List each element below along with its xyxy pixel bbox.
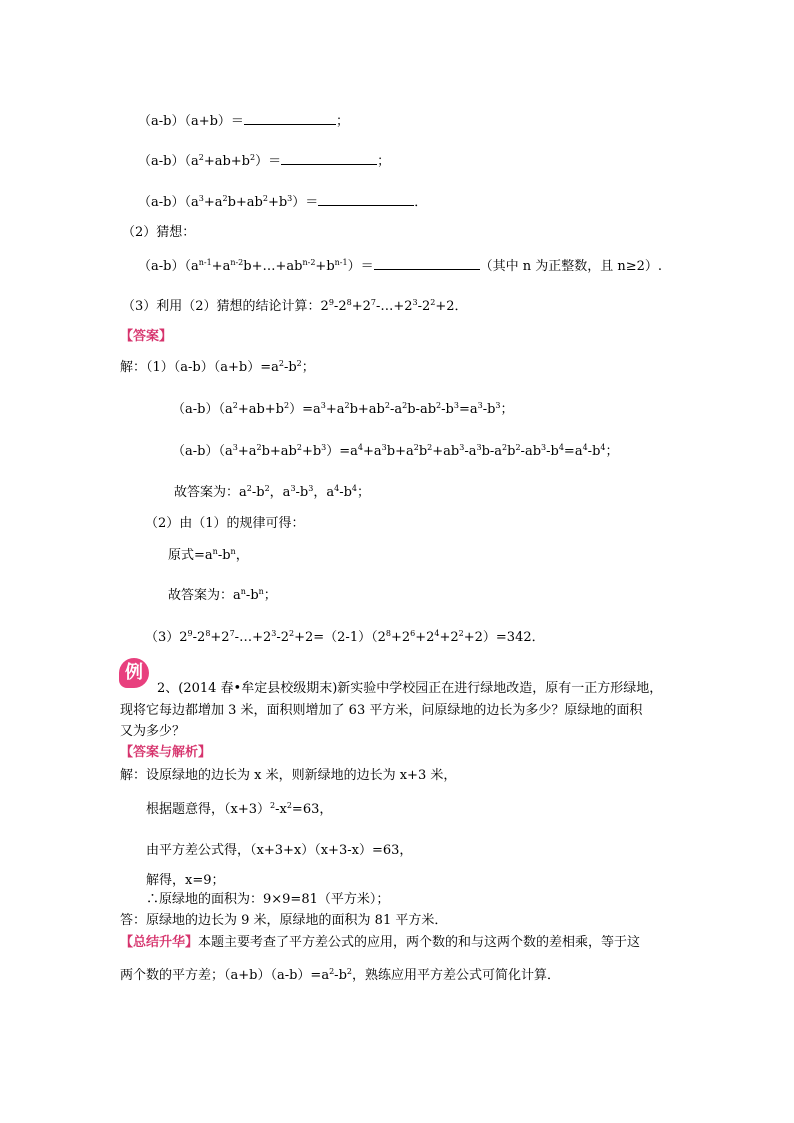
question-line-2: $(a-b)(a^2+ab+b^2)=$ ； [138, 153, 391, 169]
example2-solution-4: 解得，x=9； [146, 873, 225, 888]
example-badge: 例 [119, 658, 149, 688]
answer-label: 【答案】 [120, 329, 173, 344]
example2-solution-2: 根据题意得，$(x+3)^2-x^2=63$， [146, 801, 333, 817]
summary-line-1: 【总结升华】本题主要考查了平方差公式的应用，两个数的和与这两个数的差相乘，等于这 [120, 935, 641, 950]
solution-line-3: $(a-b)(a^3+a^2b+ab^2+b^3)=a^4+a^3b+a^2b^2+ab^3-a^3b-a^2b^2-ab^3-b^4=a^4-b^4$； [172, 443, 619, 459]
summary-line-2: 两个数的平方差；$(a+b)(a-b)=a^2-b^2$，熟练应用平方差公式可简化计算． [120, 967, 560, 983]
solution-line-1: 解：$(1)(a-b)(a+b)=a^2-b^2$； [120, 359, 315, 375]
part3-line: （3）利用（2）猜想的结论计算：$2^9-2^8+2^7-\dots+2^3-2^2+2$． [122, 298, 468, 314]
example2-line-3: 又为多少？ [120, 724, 186, 739]
answer-blank[interactable] [374, 257, 480, 270]
summary-label: 【总结升华】 [120, 935, 199, 950]
question-line-1: （a-b）（a+b）＝ ； [138, 114, 349, 129]
part2-line: $(a-b)(a^{n-1}+a^{n-2}b+\dots+ab^{n-2}+b^{n-1})=$ （其中 n 为正整数，且 n≥2）. [138, 258, 663, 274]
answer-blank[interactable] [281, 152, 377, 165]
example2-solution-1: 解：设原绿地的边长为 x 米，则新绿地的边长为 x+3 米， [120, 768, 457, 783]
question-line-3: $(a-b)(a^3+a^2b+ab^2+b^3)=$ ． [138, 194, 428, 210]
example2-conclusion: 答：原绿地的边长为 9 米，原绿地的面积为 81 平方米． [120, 913, 448, 928]
example2-line-1: 2、(2014 春•牟定县校级期末)新实验中学校园正在进行绿地改造，原有一正方形绿地， [157, 681, 663, 696]
answer-blank[interactable] [318, 193, 414, 206]
example2-answer-label: 【答案与解析】 [120, 745, 212, 760]
example2-solution-3: 由平方差公式得，（x+3+x）（x+3-x）=63， [146, 843, 413, 858]
solution-part2-line: 原式$=a^n-b^n$， [168, 547, 249, 563]
solution-final-1: 故答案为：$a^2-b^2$，$a^3-b^3$，$a^4-b^4$； [174, 484, 371, 500]
part2-title: （2）猜想： [122, 225, 196, 240]
solution-part2-title: （2）由（1）的规律可得： [145, 516, 305, 531]
example2-line-2: 现将它每边都增加 3 米，面积则增加了 63 平方米，问原绿地的边长为多少？原绿地的面积 [120, 703, 643, 718]
solution-line-2: $(a-b)(a^2+ab+b^2)=a^3+a^2b+ab^2-a^2b-ab^2-b^3=a^3-b^3$； [172, 401, 514, 417]
example2-solution-5: ∴原绿地的面积为：9×9=81（平方米）； [146, 892, 390, 907]
solution-part3: $(3)2^9-2^8+2^7-\dots+2^3-2^2+2=(2-1)(2^8+2^6+2^4+2^2+2)=342$． [145, 629, 545, 645]
answer-blank[interactable] [244, 112, 336, 125]
solution-part2-final: 故答案为：$a^n-b^n$； [168, 587, 277, 603]
